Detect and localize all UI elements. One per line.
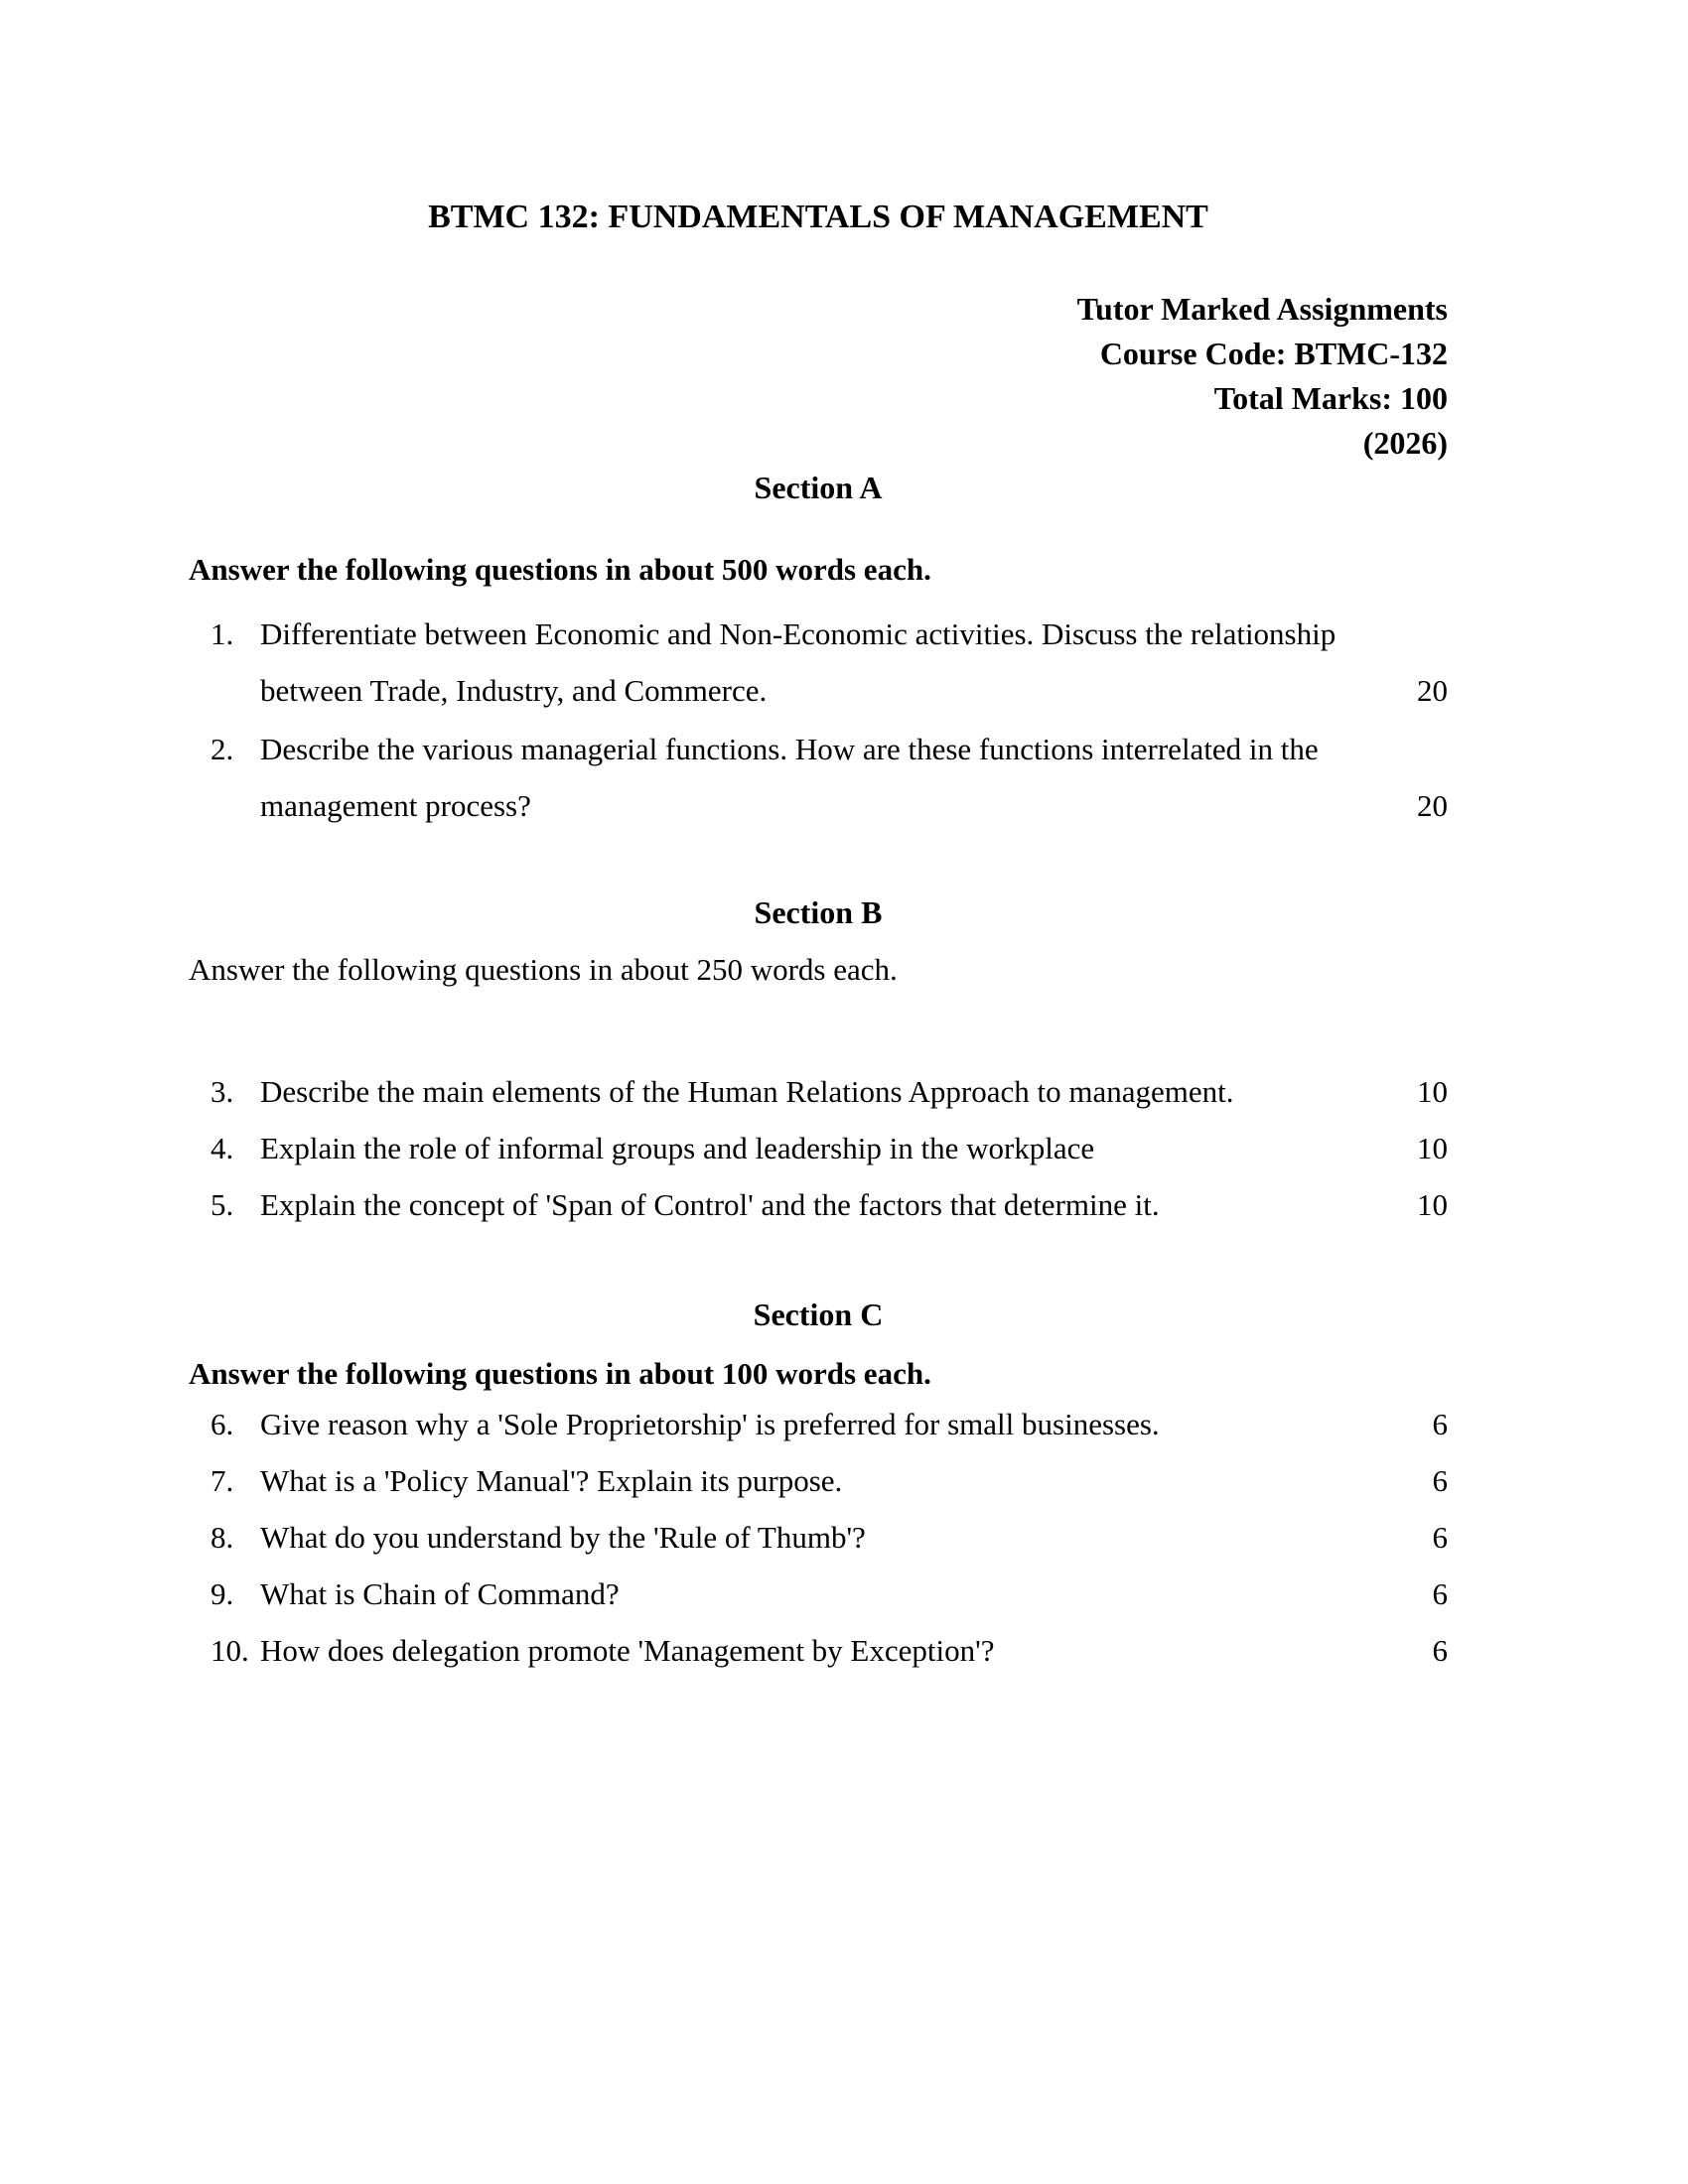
question-text: What is a 'Policy Manual'? Explain its purpose. — [260, 1463, 843, 1498]
question-marks: 6 — [1432, 1463, 1448, 1498]
section-c-instruction: Answer the following questions in about 100 words each. — [189, 1356, 931, 1391]
question-marks: 6 — [1432, 1633, 1448, 1668]
question-body — [260, 1566, 1448, 1622]
question-text: How does delegation promote 'Management by Exception'? — [260, 1633, 995, 1668]
question-text: Describe the various managerial functions. How are these functions interrelated in the — [260, 732, 1319, 766]
section-a-heading: Section A — [754, 470, 883, 505]
question-marks: 6 — [1432, 1520, 1448, 1555]
section-b-instruction: Answer the following questions in about 250 words each. — [189, 952, 898, 987]
question-marks: 10 — [1417, 1187, 1448, 1222]
question-body — [260, 1509, 1448, 1566]
question-text: management process? — [260, 788, 531, 823]
question-number: 10. — [211, 1633, 249, 1668]
question-number: 2. — [211, 732, 234, 766]
question-8 — [189, 1509, 1448, 1566]
question-9 — [189, 1566, 1448, 1622]
question-6 — [189, 1396, 1448, 1452]
question-number: 8. — [211, 1520, 234, 1555]
question-text: What do you understand by the 'Rule of Thumb'? — [260, 1520, 866, 1555]
question-body — [260, 1063, 1448, 1120]
question-7 — [189, 1452, 1448, 1509]
question-text: Explain the concept of 'Span of Control' and the factors that determine it. — [260, 1187, 1160, 1222]
question-10 — [189, 1622, 1448, 1679]
page-title: BTMC 132: FUNDAMENTALS OF MANAGEMENT — [428, 199, 1208, 235]
question-4 — [189, 1120, 1448, 1176]
question-number: 3. — [211, 1074, 234, 1109]
assignment-type-line: Tutor Marked Assignments — [1076, 291, 1448, 327]
question-5 — [189, 1176, 1448, 1233]
question-body — [260, 721, 1448, 834]
question-text: Differentiate between Economic and Non-Economic activities. Discuss the relationship — [260, 616, 1336, 651]
question-number: 1. — [211, 616, 234, 651]
total-marks-line: Total Marks: 100 — [1213, 380, 1448, 416]
document-content — [189, 0, 1448, 1679]
question-text: between Trade, Industry, and Commerce. — [260, 673, 768, 708]
question-marks: 6 — [1432, 1407, 1448, 1441]
question-marks: 20 — [1417, 788, 1448, 823]
question-body — [260, 1176, 1448, 1233]
question-marks: 20 — [1417, 673, 1448, 708]
question-number: 7. — [211, 1463, 234, 1498]
section-a-instruction: Answer the following questions in about 500 words each. — [189, 552, 931, 587]
question-text: Explain the role of informal groups and leadership in the workplace — [260, 1131, 1095, 1165]
question-1 — [189, 606, 1448, 719]
question-3 — [189, 1063, 1448, 1120]
question-marks: 10 — [1417, 1074, 1448, 1109]
question-2 — [189, 721, 1448, 834]
course-code-line: Course Code: BTMC-132 — [1099, 336, 1448, 371]
question-body — [260, 1452, 1448, 1509]
section-b-heading: Section B — [754, 894, 883, 930]
header-meta — [189, 287, 1448, 466]
question-text: What is Chain of Command? — [260, 1576, 620, 1611]
year-line: (2026) — [1362, 425, 1448, 461]
question-number: 6. — [211, 1407, 234, 1441]
question-number: 5. — [211, 1187, 234, 1222]
question-marks: 10 — [1417, 1131, 1448, 1165]
question-number: 4. — [211, 1131, 234, 1165]
question-body — [260, 1622, 1448, 1679]
section-c-heading: Section C — [753, 1297, 884, 1332]
question-text: Describe the main elements of the Human Relations Approach to management. — [260, 1074, 1234, 1109]
question-marks: 6 — [1432, 1576, 1448, 1611]
question-body — [260, 606, 1448, 719]
question-body — [260, 1396, 1448, 1452]
question-number: 9. — [211, 1576, 234, 1611]
question-text: Give reason why a 'Sole Proprietorship' is preferred for small businesses. — [260, 1407, 1160, 1441]
question-body — [260, 1120, 1448, 1176]
